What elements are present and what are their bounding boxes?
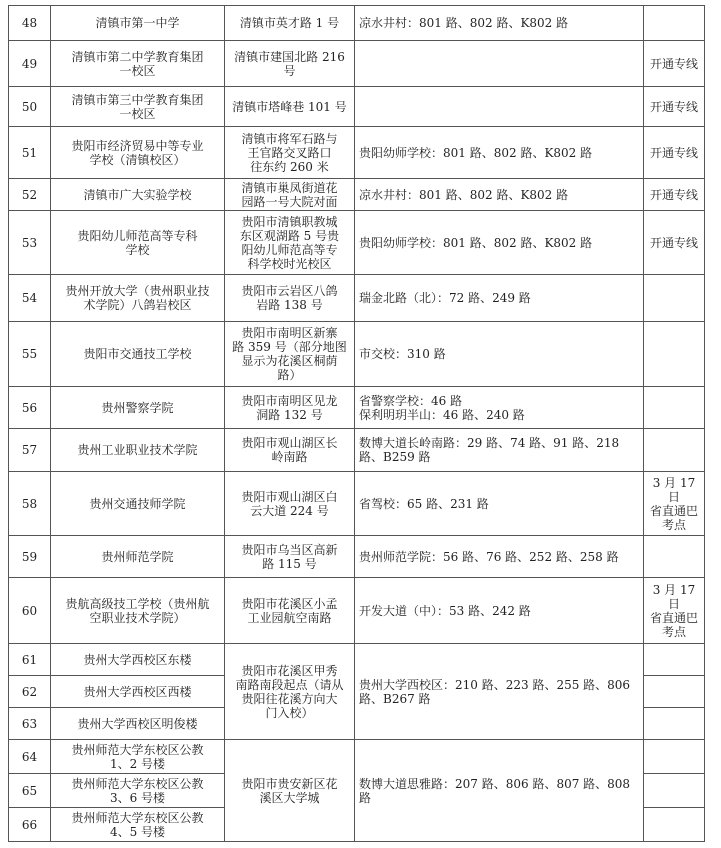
bus-routes: 贵阳幼师学校：801 路、802 路、K802 路 xyxy=(355,127,644,179)
bus-routes: 贵阳幼师学校：801 路、802 路、K802 路 xyxy=(355,211,644,275)
exam-site-table xyxy=(8,5,705,842)
table-row xyxy=(9,127,705,179)
school-address: 贵阳市花溪区小孟 工业园航空南路 xyxy=(225,578,355,644)
row-number: 53 xyxy=(9,211,51,275)
row-number: 51 xyxy=(9,127,51,179)
school-address: 贵阳市乌当区高新 路 115 号 xyxy=(225,536,355,578)
table-row xyxy=(9,275,705,322)
table-row xyxy=(9,179,705,211)
school-name: 贵州工业职业技术学院 xyxy=(51,429,225,472)
school-address: 贵阳市观山湖区长 岭南路 xyxy=(225,429,355,472)
table-row xyxy=(9,644,705,676)
remark: 开通专线 xyxy=(644,41,705,87)
remark xyxy=(644,740,705,774)
row-number: 55 xyxy=(9,322,51,387)
school-address: 贵阳市贵安新区花 溪区大学城 xyxy=(225,740,355,842)
remark: 开通专线 xyxy=(644,179,705,211)
remark xyxy=(644,774,705,808)
bus-routes xyxy=(355,41,644,87)
school-name: 贵航高级技工学校（贵州航 空职业技术学院） xyxy=(51,578,225,644)
school-address: 清镇市巢凤街道花 园路一号大院对面 xyxy=(225,179,355,211)
row-number: 66 xyxy=(9,808,51,842)
row-number: 50 xyxy=(9,87,51,127)
remark: 3 月 17 日 省直通巴 考点 xyxy=(644,472,705,536)
school-address: 贵阳市清镇职教城 东区观湖路 5 号贵 阳幼儿师范高等专 科学校时光校区 xyxy=(225,211,355,275)
school-name: 清镇市第三中学教育集团 一校区 xyxy=(51,87,225,127)
row-number: 64 xyxy=(9,740,51,774)
row-number: 65 xyxy=(9,774,51,808)
remark xyxy=(644,676,705,708)
table-row xyxy=(9,472,705,536)
table-row xyxy=(9,578,705,644)
bus-routes: 贵州大学西校区：210 路、223 路、255 路、806 路、B267 路 xyxy=(355,644,644,740)
school-name: 贵阳市经济贸易中等专业 学校（清镇校区） xyxy=(51,127,225,179)
school-address: 清镇市将军石路与 王官路交叉路口 往东约 260 米 xyxy=(225,127,355,179)
school-address: 清镇市英才路 1 号 xyxy=(225,6,355,41)
table-row xyxy=(9,6,705,41)
school-address: 贵阳市南明区新寨 路 359 号（部分地图 显示为花溪区桐荫 路） xyxy=(225,322,355,387)
school-name: 贵阳市交通技工学校 xyxy=(51,322,225,387)
bus-routes: 数博大道思雅路：207 路、806 路、807 路、808 路 xyxy=(355,740,644,842)
table-row xyxy=(9,322,705,387)
school-address: 贵阳市花溪区甲秀 南路南段起点（请从 贵阳往花溪方向大 门入校） xyxy=(225,644,355,740)
bus-routes: 开发大道（中）：53 路、242 路 xyxy=(355,578,644,644)
row-number: 52 xyxy=(9,179,51,211)
remark: 开通专线 xyxy=(644,211,705,275)
school-name: 贵州交通技师学院 xyxy=(51,472,225,536)
bus-routes: 凉水井村：801 路、802 路、K802 路 xyxy=(355,6,644,41)
table-row xyxy=(9,41,705,87)
row-number: 58 xyxy=(9,472,51,536)
school-address: 清镇市建国北路 216 号 xyxy=(225,41,355,87)
row-number: 63 xyxy=(9,708,51,740)
school-address: 贵阳市云岩区八鸽 岩路 138 号 xyxy=(225,275,355,322)
bus-routes: 凉水井村：801 路、802 路、K802 路 xyxy=(355,179,644,211)
remark xyxy=(644,808,705,842)
school-address: 贵阳市南明区见龙 洞路 132 号 xyxy=(225,387,355,429)
school-address: 贵阳市观山湖区白 云大道 224 号 xyxy=(225,472,355,536)
remark: 开通专线 xyxy=(644,127,705,179)
row-number: 57 xyxy=(9,429,51,472)
bus-routes: 省警察学校：46 路 保利明玥半山：46 路、240 路 xyxy=(355,387,644,429)
school-name: 贵州师范大学东校区公教 1、2 号楼 xyxy=(51,740,225,774)
remark xyxy=(644,275,705,322)
bus-routes: 瑞金北路（北）：72 路、249 路 xyxy=(355,275,644,322)
remark xyxy=(644,6,705,41)
remark: 开通专线 xyxy=(644,87,705,127)
school-name: 贵州大学西校区东楼 xyxy=(51,644,225,676)
remark xyxy=(644,387,705,429)
row-number: 49 xyxy=(9,41,51,87)
table-row xyxy=(9,429,705,472)
school-address: 清镇市塔峰巷 101 号 xyxy=(225,87,355,127)
school-name: 贵州开放大学（贵州职业技 术学院）八鸽岩校区 xyxy=(51,275,225,322)
bus-routes: 贵州师范学院：56 路、76 路、252 路、258 路 xyxy=(355,536,644,578)
row-number: 60 xyxy=(9,578,51,644)
bus-routes xyxy=(355,87,644,127)
remark xyxy=(644,644,705,676)
school-name: 贵州大学西校区明俊楼 xyxy=(51,708,225,740)
school-name: 贵州师范大学东校区公教 3、6 号楼 xyxy=(51,774,225,808)
bus-routes: 数博大道长岭南路：29 路、74 路、91 路、218 路、B259 路 xyxy=(355,429,644,472)
remark xyxy=(644,429,705,472)
school-name: 贵阳幼儿师范高等专科 学校 xyxy=(51,211,225,275)
row-number: 56 xyxy=(9,387,51,429)
school-name: 贵州警察学院 xyxy=(51,387,225,429)
school-name: 清镇市广大实验学校 xyxy=(51,179,225,211)
remark xyxy=(644,708,705,740)
table-row xyxy=(9,740,705,774)
table-row xyxy=(9,387,705,429)
school-name: 贵州师范大学东校区公教 4、5 号楼 xyxy=(51,808,225,842)
row-number: 59 xyxy=(9,536,51,578)
table-row xyxy=(9,536,705,578)
row-number: 61 xyxy=(9,644,51,676)
remark xyxy=(644,536,705,578)
row-number: 62 xyxy=(9,676,51,708)
school-name: 贵州师范学院 xyxy=(51,536,225,578)
school-name: 清镇市第二中学教育集团 一校区 xyxy=(51,41,225,87)
row-number: 54 xyxy=(9,275,51,322)
table-row xyxy=(9,87,705,127)
school-name: 贵州大学西校区西楼 xyxy=(51,676,225,708)
table-row xyxy=(9,211,705,275)
remark: 3 月 17 日 省直通巴 考点 xyxy=(644,578,705,644)
school-name: 清镇市第一中学 xyxy=(51,6,225,41)
remark xyxy=(644,322,705,387)
bus-routes: 省驾校：65 路、231 路 xyxy=(355,472,644,536)
bus-routes: 市交校：310 路 xyxy=(355,322,644,387)
row-number: 48 xyxy=(9,6,51,41)
